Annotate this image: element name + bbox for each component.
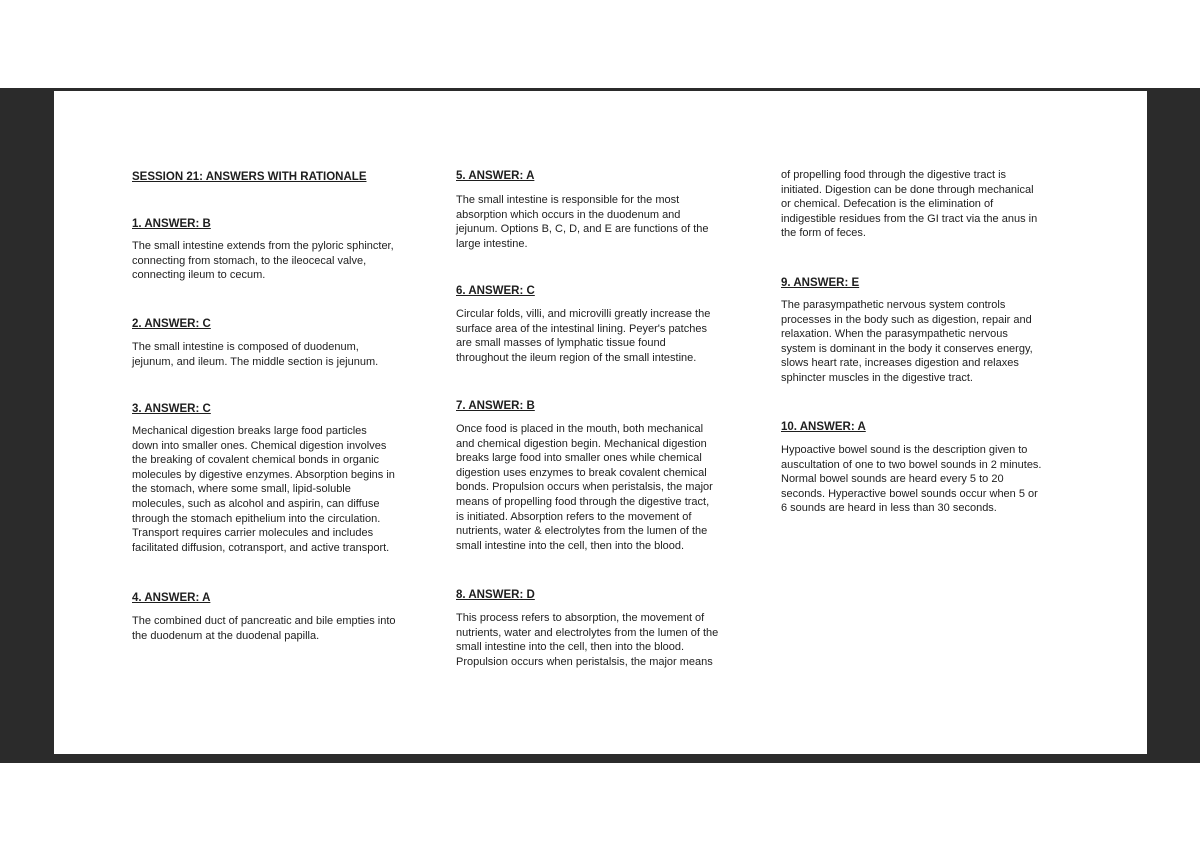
answer-8-rationale: This process refers to absorption, the movement of nutrients, water and electrolytes from the lumen of the small intestine into the cell, then into the blood. Propulsion occurs when peristalsis, the major means (456, 612, 719, 668)
answer-9-heading: 9. ANSWER: E (781, 277, 860, 289)
answer-3-rationale: Mechanical digestion breaks large food particles down into smaller ones. Chemical digestion involves the breaking of covalent chemical bonds in organic molecules by digestive enzymes. Absorption begins in the stomach, where some small, lipid-soluble molecules, such as alcohol and aspirin, can diffuse through the stomach epithelium into the circulation. Transport requires carrier molecules and includes facilitated diffusion, cotransport, and active transport. (132, 425, 395, 554)
answer-7-rationale: Once food is placed in the mouth, both mechanical and chemical digestion begin. Mechanical digestion breaks large food into smaller ones while chemical digestion uses enzymes to break covalent chemical bonds. Propulsion occurs when peristalsis, the major means of propelling food through the digestive tract, is initiated. Absorption refers to the movement of nutrients, water & electrolytes from the lumen of the small intestine into the cell, then into the blood. (456, 423, 713, 552)
answer-10-heading: 10. ANSWER: A (781, 421, 866, 433)
answer-1-rationale: The small intestine extends from the pyloric sphincter, connecting from stomach, to the ileocecal valve, connecting ileum to cecum. (132, 240, 394, 282)
answer-5-rationale: The small intestine is responsible for the most absorption which occurs in the duodenum and jejunum. Options B, C, D, and E are functions of the large intestine. (456, 194, 709, 250)
viewer-top-margin (0, 0, 1200, 88)
page-title: SESSION 21: ANSWERS WITH RATIONALE (132, 171, 367, 183)
answer-2-heading: 2. ANSWER: C (132, 318, 211, 330)
answer-1-heading: 1. ANSWER: B (132, 218, 211, 230)
answer-5-heading: 5. ANSWER: A (456, 170, 535, 182)
answer-8-heading: 8. ANSWER: D (456, 589, 535, 601)
viewer-bottom-margin (0, 763, 1200, 849)
answer-2-rationale: The small intestine is composed of duodenum, jejunum, and ileum. The middle section is jejunum. (132, 341, 379, 368)
answer-3-heading: 3. ANSWER: C (132, 403, 211, 415)
answer-6-heading: 6. ANSWER: C (456, 285, 535, 297)
answer-6-rationale: Circular folds, villi, and microvilli greatly increase the surface area of the intestinal lining. Peyer's patches are small masses of lymphatic tissue found throughout the ileum region of the small intestine. (456, 308, 711, 364)
answer-8-rationale-continued: of propelling food through the digestive tract is initiated. Digestion can be done through mechanical or chemical. Defecation is the elimination of indigestible residues from the GI tract via the anus in the form of feces. (781, 169, 1038, 240)
answer-7-heading: 7. ANSWER: B (456, 400, 535, 412)
answer-4-rationale: The combined duct of pancreatic and bile empties into the duodenum at the duodenal papilla. (132, 615, 396, 642)
answer-9-rationale: The parasympathetic nervous system controls processes in the body such as digestion, repair and relaxation. When the parasympathetic nervous system is dominant in the body it conserves energy, slows heart rate, increases digestion and relaxes sphincter muscles in the digestive tract. (781, 299, 1033, 384)
document-page (54, 91, 1147, 754)
answer-4-heading: 4. ANSWER: A (132, 592, 211, 604)
answer-10-rationale: Hypoactive bowel sound is the description given to auscultation of one to two bowel sounds in 2 minutes. Normal bowel sounds are heard every 5 to 20 seconds. Hyperactive bowel sounds occur when 5 or 6 sounds are heard in less than 30 seconds. (781, 444, 1042, 515)
